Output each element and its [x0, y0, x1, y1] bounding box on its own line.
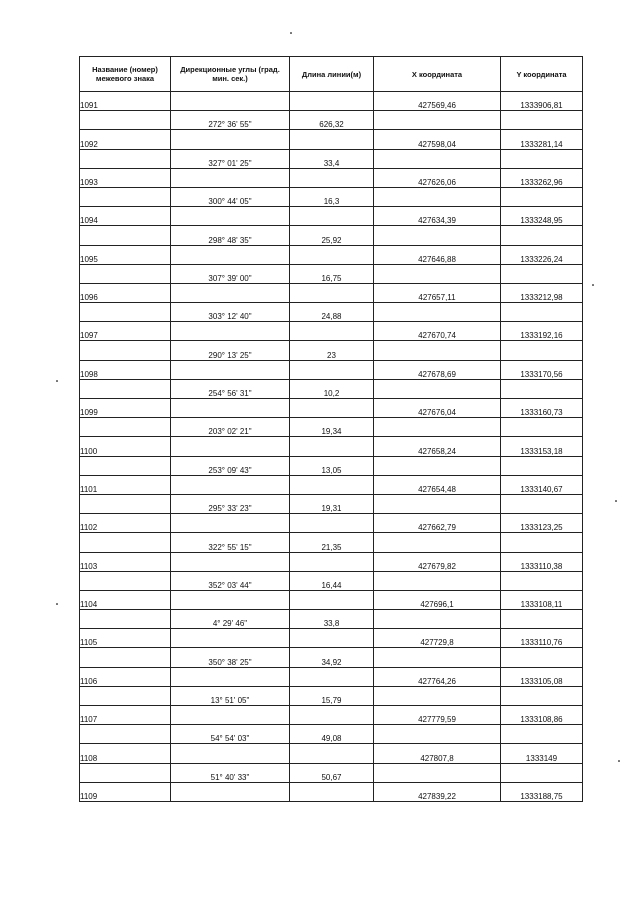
line-length-cell: 13,05 — [290, 456, 374, 475]
empty-cell — [290, 130, 374, 149]
empty-cell — [290, 207, 374, 226]
table-row-point — [80, 744, 583, 763]
y-coordinate-cell: 1333140,67 — [501, 475, 583, 494]
point-name-cell: 1096 — [80, 283, 171, 302]
line-length-cell: 16,44 — [290, 571, 374, 590]
empty-cell — [501, 149, 583, 168]
x-coordinate-cell: 427569,46 — [374, 92, 501, 111]
directional-angle-cell: 54° 54' 03" — [171, 725, 290, 744]
table-row-point — [80, 283, 583, 302]
directional-angle-cell: 4° 29' 46" — [171, 610, 290, 629]
empty-cell — [290, 514, 374, 533]
document-page — [79, 56, 582, 802]
x-coordinate-cell: 427679,82 — [374, 552, 501, 571]
empty-cell — [290, 360, 374, 379]
empty-cell — [80, 111, 171, 130]
empty-cell — [171, 590, 290, 609]
table-row-segment — [80, 763, 583, 782]
table-row-segment — [80, 379, 583, 398]
table-row-point — [80, 514, 583, 533]
x-coordinate-cell: 427729,8 — [374, 629, 501, 648]
empty-cell — [171, 322, 290, 341]
point-name-cell: 1102 — [80, 514, 171, 533]
empty-cell — [80, 418, 171, 437]
empty-cell — [171, 92, 290, 111]
empty-cell — [171, 744, 290, 763]
empty-cell — [501, 763, 583, 782]
empty-cell — [80, 341, 171, 360]
empty-cell — [290, 667, 374, 686]
empty-cell — [290, 629, 374, 648]
empty-cell — [374, 494, 501, 513]
empty-cell — [171, 475, 290, 494]
empty-cell — [80, 379, 171, 398]
empty-cell — [80, 264, 171, 283]
table-row-segment — [80, 303, 583, 322]
table-row-point — [80, 590, 583, 609]
table-row-segment — [80, 610, 583, 629]
table-row-segment — [80, 149, 583, 168]
header-line-length: Длина линии(м) — [290, 57, 374, 92]
empty-cell — [290, 590, 374, 609]
empty-cell — [374, 264, 501, 283]
empty-cell — [80, 686, 171, 705]
y-coordinate-cell: 1333248,95 — [501, 207, 583, 226]
y-coordinate-cell: 1333170,56 — [501, 360, 583, 379]
table-row-point — [80, 667, 583, 686]
header-y-coordinate: Y координата — [501, 57, 583, 92]
table-row-point — [80, 706, 583, 725]
y-coordinate-cell: 1333226,24 — [501, 245, 583, 264]
table-row-segment — [80, 226, 583, 245]
x-coordinate-cell: 427598,04 — [374, 130, 501, 149]
empty-cell — [171, 207, 290, 226]
empty-cell — [171, 360, 290, 379]
empty-cell — [171, 706, 290, 725]
y-coordinate-cell: 1333110,38 — [501, 552, 583, 571]
directional-angle-cell: 303° 12' 40" — [171, 303, 290, 322]
empty-cell — [374, 418, 501, 437]
directional-angle-cell: 300° 44' 05" — [171, 187, 290, 206]
empty-cell — [374, 149, 501, 168]
empty-cell — [171, 130, 290, 149]
empty-cell — [171, 667, 290, 686]
point-name-cell: 1091 — [80, 92, 171, 111]
empty-cell — [374, 303, 501, 322]
table-row-segment — [80, 648, 583, 667]
empty-cell — [374, 341, 501, 360]
line-length-cell: 19,34 — [290, 418, 374, 437]
empty-cell — [80, 725, 171, 744]
line-length-cell: 21,35 — [290, 533, 374, 552]
directional-angle-cell: 272° 36' 55" — [171, 111, 290, 130]
directional-angle-cell: 298° 48' 35" — [171, 226, 290, 245]
header-point-name: Название (номер) межевого знака — [80, 57, 171, 92]
table-row-segment — [80, 686, 583, 705]
table-row-segment — [80, 341, 583, 360]
table-row-segment — [80, 111, 583, 130]
empty-cell — [501, 111, 583, 130]
empty-cell — [290, 475, 374, 494]
table-row-point — [80, 168, 583, 187]
table-header-row — [80, 57, 583, 92]
table-row-segment — [80, 494, 583, 513]
empty-cell — [374, 725, 501, 744]
header-x-coordinate: X координата — [374, 57, 501, 92]
empty-cell — [290, 322, 374, 341]
y-coordinate-cell: 1333149 — [501, 744, 583, 763]
empty-cell — [290, 283, 374, 302]
directional-angle-cell: 254° 56' 31" — [171, 379, 290, 398]
empty-cell — [501, 686, 583, 705]
directional-angle-cell: 295° 33' 23" — [171, 494, 290, 513]
point-name-cell: 1094 — [80, 207, 171, 226]
table-row-segment — [80, 456, 583, 475]
empty-cell — [80, 494, 171, 513]
empty-cell — [374, 533, 501, 552]
empty-cell — [290, 552, 374, 571]
empty-cell — [374, 571, 501, 590]
y-coordinate-cell: 1333123,25 — [501, 514, 583, 533]
table-row-segment — [80, 187, 583, 206]
empty-cell — [171, 629, 290, 648]
y-coordinate-cell: 1333188,75 — [501, 782, 583, 801]
table-row-point — [80, 360, 583, 379]
point-name-cell: 1106 — [80, 667, 171, 686]
header-directional-angles: Дирекционные углы (град. мин. сек.) — [171, 57, 290, 92]
x-coordinate-cell: 427676,04 — [374, 399, 501, 418]
scan-speck — [56, 380, 58, 382]
point-name-cell: 1108 — [80, 744, 171, 763]
empty-cell — [171, 168, 290, 187]
boundary-coordinates-table — [79, 56, 583, 802]
line-length-cell: 33,4 — [290, 149, 374, 168]
table-row-point — [80, 130, 583, 149]
directional-angle-cell: 203° 02' 21" — [171, 418, 290, 437]
line-length-cell: 10,2 — [290, 379, 374, 398]
line-length-cell: 34,92 — [290, 648, 374, 667]
empty-cell — [80, 648, 171, 667]
empty-cell — [501, 571, 583, 590]
directional-angle-cell: 322° 55' 15" — [171, 533, 290, 552]
line-length-cell: 16,75 — [290, 264, 374, 283]
table-row-point — [80, 207, 583, 226]
empty-cell — [80, 571, 171, 590]
point-name-cell: 1097 — [80, 322, 171, 341]
y-coordinate-cell: 1333108,11 — [501, 590, 583, 609]
empty-cell — [171, 399, 290, 418]
y-coordinate-cell: 1333110,76 — [501, 629, 583, 648]
empty-cell — [374, 111, 501, 130]
y-coordinate-cell: 1333192,16 — [501, 322, 583, 341]
x-coordinate-cell: 427646,88 — [374, 245, 501, 264]
line-length-cell: 16,3 — [290, 187, 374, 206]
line-length-cell: 19,31 — [290, 494, 374, 513]
empty-cell — [501, 226, 583, 245]
y-coordinate-cell: 1333153,18 — [501, 437, 583, 456]
point-name-cell: 1095 — [80, 245, 171, 264]
directional-angle-cell: 13° 51' 05" — [171, 686, 290, 705]
empty-cell — [290, 782, 374, 801]
x-coordinate-cell: 427634,39 — [374, 207, 501, 226]
table-row-point — [80, 782, 583, 801]
x-coordinate-cell: 427807,8 — [374, 744, 501, 763]
table-row-segment — [80, 264, 583, 283]
point-name-cell: 1099 — [80, 399, 171, 418]
empty-cell — [374, 456, 501, 475]
empty-cell — [374, 763, 501, 782]
empty-cell — [290, 92, 374, 111]
y-coordinate-cell: 1333281,14 — [501, 130, 583, 149]
directional-angle-cell: 350° 38' 25" — [171, 648, 290, 667]
y-coordinate-cell: 1333108,86 — [501, 706, 583, 725]
empty-cell — [374, 686, 501, 705]
empty-cell — [501, 725, 583, 744]
empty-cell — [290, 168, 374, 187]
y-coordinate-cell: 1333160,73 — [501, 399, 583, 418]
table-body — [80, 92, 583, 802]
scan-speck — [592, 284, 594, 286]
x-coordinate-cell: 427696,1 — [374, 590, 501, 609]
empty-cell — [374, 187, 501, 206]
empty-cell — [290, 706, 374, 725]
x-coordinate-cell: 427658,24 — [374, 437, 501, 456]
point-name-cell: 1109 — [80, 782, 171, 801]
empty-cell — [374, 610, 501, 629]
empty-cell — [501, 610, 583, 629]
table-row-point — [80, 475, 583, 494]
empty-cell — [80, 456, 171, 475]
empty-cell — [501, 456, 583, 475]
directional-angle-cell: 327° 01' 25" — [171, 149, 290, 168]
point-name-cell: 1101 — [80, 475, 171, 494]
empty-cell — [290, 744, 374, 763]
line-length-cell: 25,92 — [290, 226, 374, 245]
point-name-cell: 1092 — [80, 130, 171, 149]
empty-cell — [80, 610, 171, 629]
empty-cell — [290, 399, 374, 418]
directional-angle-cell: 307° 39' 00" — [171, 264, 290, 283]
table-row-segment — [80, 533, 583, 552]
empty-cell — [501, 533, 583, 552]
table-row-point — [80, 92, 583, 111]
empty-cell — [171, 283, 290, 302]
line-length-cell: 15,79 — [290, 686, 374, 705]
line-length-cell: 49,08 — [290, 725, 374, 744]
empty-cell — [501, 303, 583, 322]
point-name-cell: 1093 — [80, 168, 171, 187]
empty-cell — [374, 648, 501, 667]
empty-cell — [290, 245, 374, 264]
empty-cell — [80, 149, 171, 168]
table-row-point — [80, 399, 583, 418]
y-coordinate-cell: 1333262,96 — [501, 168, 583, 187]
empty-cell — [171, 245, 290, 264]
empty-cell — [374, 226, 501, 245]
table-row-segment — [80, 418, 583, 437]
x-coordinate-cell: 427657,11 — [374, 283, 501, 302]
point-name-cell: 1107 — [80, 706, 171, 725]
empty-cell — [80, 303, 171, 322]
empty-cell — [80, 187, 171, 206]
x-coordinate-cell: 427764,26 — [374, 667, 501, 686]
empty-cell — [501, 494, 583, 513]
table-row-point — [80, 552, 583, 571]
table-row-point — [80, 437, 583, 456]
x-coordinate-cell: 427654,48 — [374, 475, 501, 494]
directional-angle-cell: 352° 03' 44" — [171, 571, 290, 590]
empty-cell — [501, 187, 583, 206]
empty-cell — [80, 226, 171, 245]
empty-cell — [501, 341, 583, 360]
empty-cell — [290, 437, 374, 456]
line-length-cell: 33,8 — [290, 610, 374, 629]
table-row-segment — [80, 725, 583, 744]
empty-cell — [80, 763, 171, 782]
empty-cell — [501, 264, 583, 283]
x-coordinate-cell: 427839,22 — [374, 782, 501, 801]
table-row-point — [80, 322, 583, 341]
empty-cell — [171, 782, 290, 801]
table-row-segment — [80, 571, 583, 590]
table-row-point — [80, 629, 583, 648]
x-coordinate-cell: 427678,69 — [374, 360, 501, 379]
point-name-cell: 1098 — [80, 360, 171, 379]
directional-angle-cell: 51° 40' 33" — [171, 763, 290, 782]
y-coordinate-cell: 1333906,81 — [501, 92, 583, 111]
x-coordinate-cell: 427670,74 — [374, 322, 501, 341]
empty-cell — [501, 379, 583, 398]
x-coordinate-cell: 427779,59 — [374, 706, 501, 725]
empty-cell — [501, 418, 583, 437]
scan-speck — [615, 500, 617, 502]
empty-cell — [80, 533, 171, 552]
line-length-cell: 23 — [290, 341, 374, 360]
point-name-cell: 1100 — [80, 437, 171, 456]
y-coordinate-cell: 1333105,08 — [501, 667, 583, 686]
empty-cell — [171, 514, 290, 533]
directional-angle-cell: 253° 09' 43" — [171, 456, 290, 475]
directional-angle-cell: 290° 13' 25" — [171, 341, 290, 360]
scan-speck — [56, 603, 58, 605]
point-name-cell: 1104 — [80, 590, 171, 609]
point-name-cell: 1103 — [80, 552, 171, 571]
empty-cell — [171, 552, 290, 571]
line-length-cell: 50,67 — [290, 763, 374, 782]
x-coordinate-cell: 427662,79 — [374, 514, 501, 533]
y-coordinate-cell: 1333212,98 — [501, 283, 583, 302]
table-row-point — [80, 245, 583, 264]
line-length-cell: 24,88 — [290, 303, 374, 322]
scan-speck — [618, 760, 620, 762]
empty-cell — [171, 437, 290, 456]
line-length-cell: 626,32 — [290, 111, 374, 130]
point-name-cell: 1105 — [80, 629, 171, 648]
empty-cell — [374, 379, 501, 398]
empty-cell — [501, 648, 583, 667]
scan-speck — [290, 32, 292, 34]
x-coordinate-cell: 427626,06 — [374, 168, 501, 187]
